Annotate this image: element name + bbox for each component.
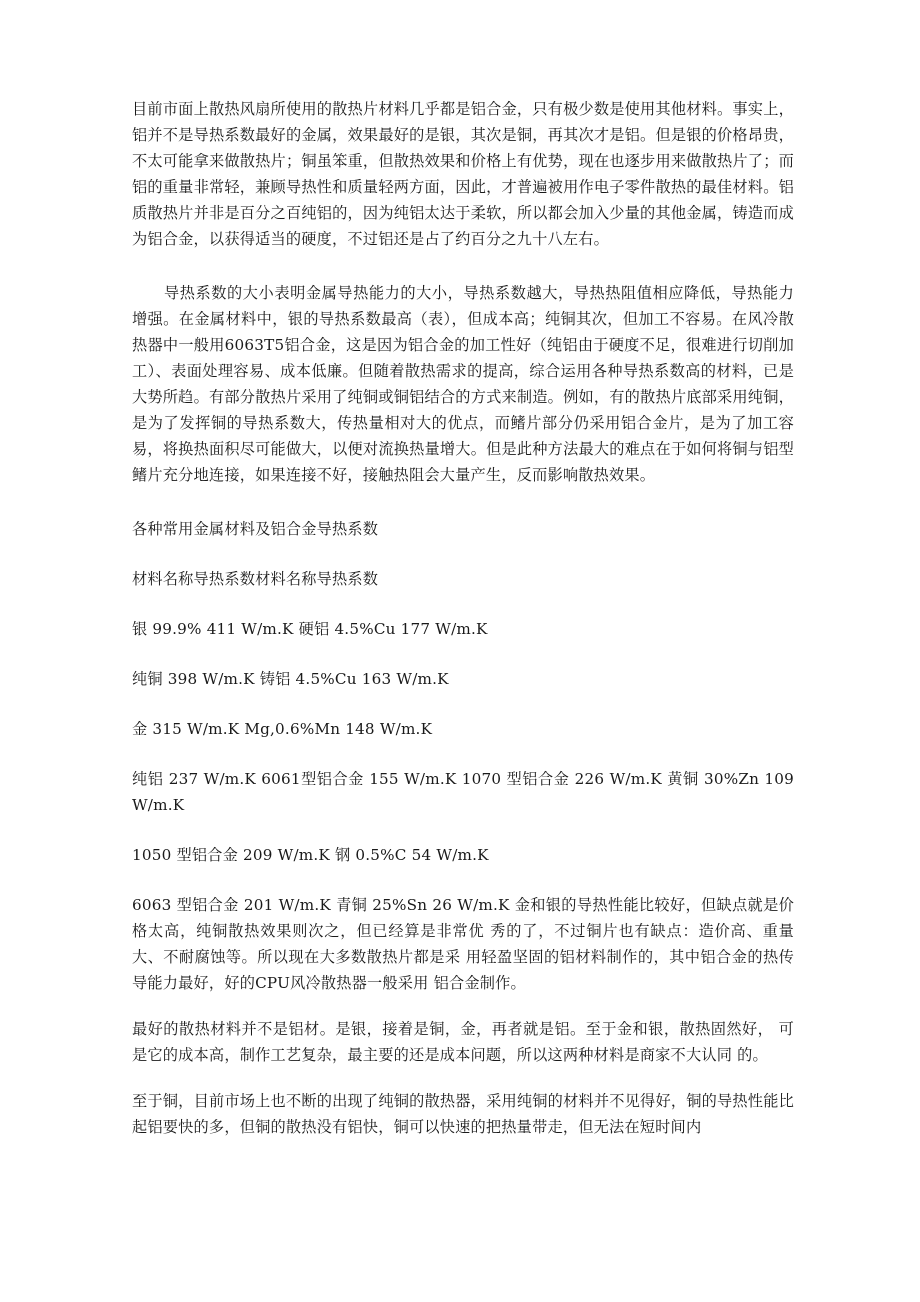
table-row: 银 99.9% 411 W/m.K 硬铝 4.5%Cu 177 W/m.K bbox=[132, 620, 488, 638]
table-row: 纯铜 398 W/m.K 铸铝 4.5%Cu 163 W/m.K bbox=[132, 670, 449, 688]
paragraph-best-material: 最好的散热材料并不是铝材。是银，接着是铜，金，再者就是铝。至于金和银，散热固然好， 可是它的成本高，制作工艺复杂，最主要的还是成本问题，所以这两种材料是商家不大认同 的。 bbox=[132, 1020, 794, 1064]
table-row: 1050 型铝合金 209 W/m.K 钢 0.5%C 54 W/m.K bbox=[132, 846, 489, 864]
table-row: 纯铝 237 W/m.K 6061型铝合金 155 W/m.K 1070 型铝合金 226 W/m.K 黄铜 30%Zn 109 W/m.K bbox=[132, 770, 794, 814]
paragraph-alloy-comparison: 6063 型铝合金 201 W/m.K 青铜 25%Sn 26 W/m.K 金和银的导热性能比较好，但缺点就是价格太高，纯铜散热效果则次之，但已经算是非常优 秀的了，不过铜片也有缺点：造价高、重量大、不耐腐蚀等。所以现在大多数散热片都是采 用轻盈坚固的铝材料制作的，其中铝合金的热传导能力最好，好的CPU风冷散热器一般采用 铝合金制作。 bbox=[132, 896, 794, 992]
document-page bbox=[132, 96, 794, 1140]
table-title: 各种常用金属材料及铝合金导热系数 bbox=[132, 520, 379, 538]
table-header: 材料名称导热系数材料名称导热系数 bbox=[132, 570, 379, 588]
paragraph-intro: 目前市面上散热风扇所使用的散热片材料几乎都是铝合金，只有极少数是使用其他材料。事实上，铝并不是导热系数最好的金属，效果最好的是银，其次是铜，再其次才是铝。但是银的价格昂贵，不太可能拿来做散热片；铜虽笨重，但散热效果和价格上有优势，现在也逐步用来做散热片了；而铝的重量非常轻，兼顾导热性和质量轻两方面，因此，才普遍被用作电子零件散热的最佳材料。铝质散热片并非是百分之百纯铝的，因为纯铝太达于柔软，所以都会加入少量的其他金属，铸造而成为铝合金，以获得适当的硬度，不过铝还是占了约百分之九十八左右。 bbox=[132, 100, 794, 248]
paragraph-thermal-conductivity: 导热系数的大小表明金属导热能力的大小，导热系数越大，导热热阻值相应降低，导热能力增强。在金属材料中，银的导热系数最高（表），但成本高；纯铜其次，但加工不容易。在风冷散热器中一般用6063T5铝合金，这是因为铝合金的加工性好（纯铝由于硬度不足，很难进行切削加工）、表面处理容易、成本低廉。但随着散热需求的提高，综合运用各种导热系数高的材料，已是大势所趋。有部分散热片采用了纯铜或铜铝结合的方式来制造。例如，有的散热片底部采用纯铜，是为了发挥铜的导热系数大，传热量相对大的优点，而鳍片部分仍采用铝合金片，是为了加工容易，将换热面积尽可能做大，以便对流换热量增大。但是此种方法最大的难点在于如何将铜与铝型鳍片充分地连接，如果连接不好，接触热阻会大量产生，反而影响散热效果。 bbox=[132, 284, 794, 484]
table-row: 金 315 W/m.K Mg,0.6%Mn 148 W/m.K bbox=[132, 720, 433, 738]
paragraph-copper: 至于铜，目前市场上也不断的出现了纯铜的散热器，采用纯铜的材料并不见得好，铜的导热性能比起铝要快的多，但铜的散热没有铝快，铜可以快速的把热量带走，但无法在短时间内 bbox=[132, 1092, 794, 1136]
